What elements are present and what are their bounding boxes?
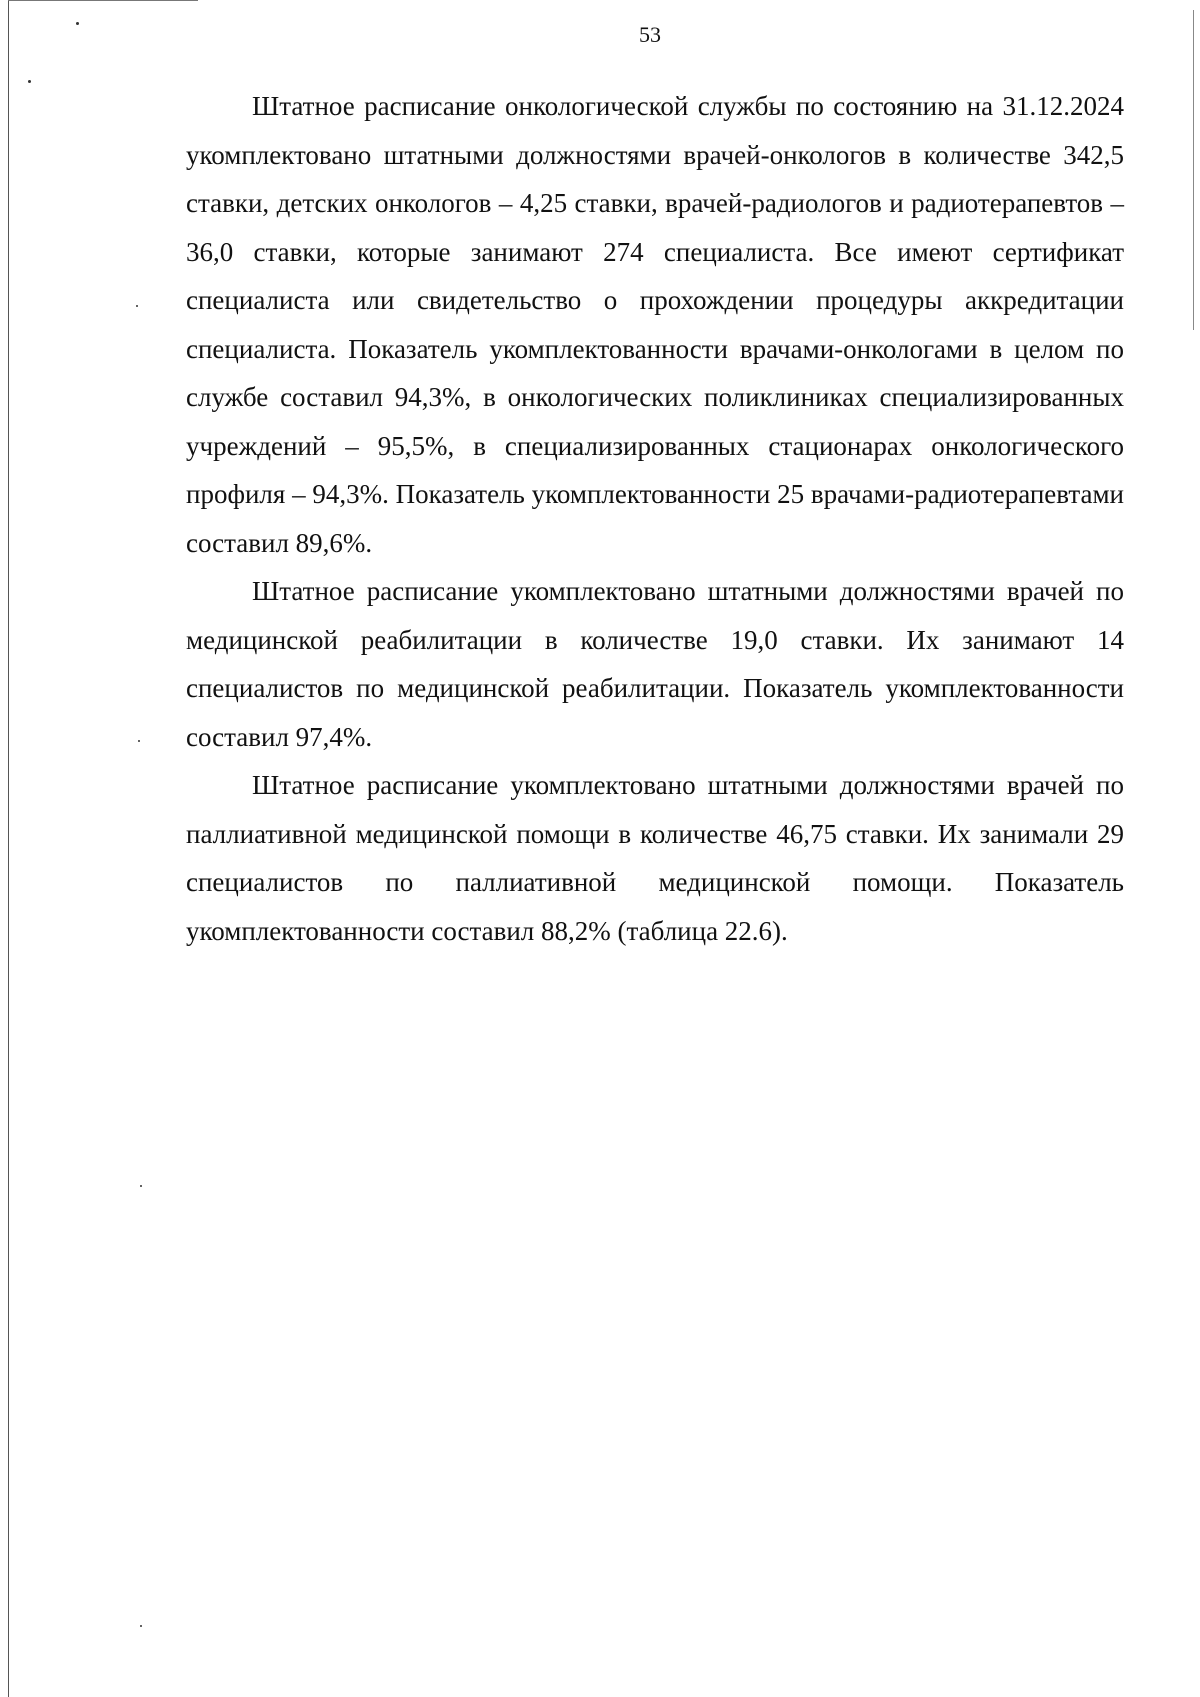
scan-speck xyxy=(140,1185,142,1187)
scan-speck xyxy=(140,1625,142,1627)
scan-edge-right xyxy=(1193,10,1194,330)
scan-speck xyxy=(28,80,31,83)
paragraph-rehabilitation-staffing: Штатное расписание укомплектовано штатными должностями врачей по медицинской реабилитации в количестве 19,0 ставки. Их занимают 14 специалистов по медицинской реабилитации. Показатель укомплектованности составил 97,4%. xyxy=(186,576,1124,752)
scan-edge-top xyxy=(8,0,198,1)
paragraph-oncology-staffing: Штатное расписание онкологической службы по состоянию на 31.12.2024 укомплектовано штатными должностями врачей-онкологов в количестве 342,5 ставки, детских онкологов – 4,25 ставки, врачей-радиологов и радиотерапевтов – 36,0 ставки, которые занимают 274 специалиста. Все имеют сертификат специалиста или свидетельство о прохождении процедуры аккредитации специалиста. Показатель укомплектованности врачами-онкологами в целом по службе составил 94,3%, в онкологических поликлиниках специализированных учреждений – 95,5%, в специализированных стационарах онкологического профиля – 94,3%. Показатель укомплектованности 25 врачами-радиотерапевтами составил 89,6%. xyxy=(186,91,1124,558)
scan-edge-left xyxy=(8,0,9,1697)
scan-speck xyxy=(136,305,138,307)
paragraph-palliative-staffing: Штатное расписание укомплектовано штатными должностями врачей по паллиативной медицинской помощи в количестве 46,75 ставки. Их занимали 29 специалистов по паллиативной медицинской помощи. Показатель укомплектованности составил 88,2% (таблица 22.6). xyxy=(186,770,1124,946)
page-number: 53 xyxy=(639,22,661,47)
scan-speck xyxy=(138,740,140,742)
body-text xyxy=(186,82,1124,955)
